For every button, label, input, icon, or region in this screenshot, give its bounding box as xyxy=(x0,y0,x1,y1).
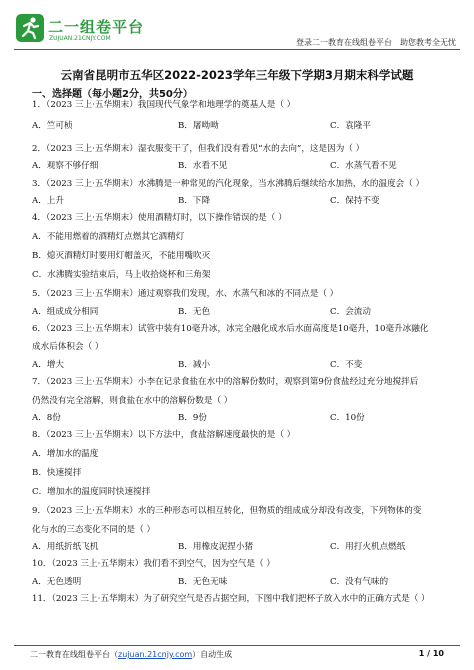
q5-option-c: C．会流动 xyxy=(330,307,371,317)
q6-option-b: B．减小 xyxy=(178,360,211,370)
q8-option-c: C．增加水的温度同时快速搅拌 xyxy=(32,487,151,497)
q7-option-c: C．10份 xyxy=(330,413,365,423)
footer-prefix: 二一教育在线组卷平台（ xyxy=(30,650,118,659)
question-3: 3．（2023 三上·五华期末）水沸腾是一种常见的汽化现象，当水沸腾后继续给水加热，水的温度会（ ） xyxy=(32,179,425,189)
slogan-right: 助您教考全无忧 xyxy=(400,38,456,47)
q8-option-b: B．快速搅拌 xyxy=(32,468,82,478)
q3-option-b: B．下降 xyxy=(178,196,211,206)
q1-option-a: A．竺可桢 xyxy=(32,121,73,131)
question-7-line-1: 7．（2023 三上·五华期末）小李在记录食盐在水中的溶解份数时，观察到第9份食盐经过充分地搅拌后 xyxy=(32,377,419,387)
q3-option-c: C．保持不变 xyxy=(330,196,380,206)
q2-option-c: C．水蒸气看不见 xyxy=(330,161,397,171)
q9-option-b: B．用橡皮泥捏小猪 xyxy=(178,542,254,552)
page-number: 1 / 10 xyxy=(418,649,444,658)
question-5: 5．（2023 三上·五华期末）通过观察我们发现，水、水蒸气和冰的不同点是（ ） xyxy=(32,289,339,299)
q8-option-a: A．增加水的温度 xyxy=(32,449,99,459)
header-divider xyxy=(14,49,460,50)
q7-option-b: B．9份 xyxy=(178,413,207,423)
q5-option-a: A．组成成分相同 xyxy=(32,307,99,317)
footer-suffix: ）自动生成 xyxy=(192,650,233,659)
q9-option-c: C．用打火机点燃纸 xyxy=(330,542,406,552)
question-6-line-1: 6．（2023 三上·五华期末）试管中装有10毫升冰，冰完全融化成水后水面高度是10毫升，10毫升冰融化 xyxy=(32,324,429,334)
q9-option-a: A．用纸折纸飞机 xyxy=(32,542,99,552)
q5-option-b: B．无色 xyxy=(178,307,211,317)
question-7-line-2: 仍然没有完全溶解，则食盐在水中的溶解份数是（ ） xyxy=(32,396,233,406)
runner-logo-icon xyxy=(16,14,44,42)
question-9-line-2: 化与水的三态变化不同的是（ ） xyxy=(32,525,156,535)
page-title: 云南省昆明市五华区2022-2023学年三年级下学期3月期末科学试题 xyxy=(60,68,414,82)
section-heading: 一、选择题（每小题2分，共50分） xyxy=(32,89,193,100)
q4-option-a: A．不能用燃着的酒精灯点燃其它酒精灯 xyxy=(32,232,185,242)
q2-option-b: B．水看不见 xyxy=(178,161,228,171)
q4-option-c: C．水沸腾实验结束后，马上收拾烧杯和三角架 xyxy=(32,270,211,280)
question-11: 11．（2023 三上·五华期末）为了研究空气是否占据空间，下图中我们把杯子放入水中的正确方式是（ ） xyxy=(32,594,430,604)
question-6-line-2: 成水后体积会（ ） xyxy=(32,342,104,352)
q2-option-a: A．观察不够仔细 xyxy=(32,161,99,171)
question-8: 8．（2023 三上·五华期末）以下方法中，食盐溶解速度最快的是（ ） xyxy=(32,430,296,440)
header-slogan xyxy=(296,37,456,48)
q7-option-a: A．8份 xyxy=(32,413,61,423)
q6-option-a: A．增大 xyxy=(32,360,64,370)
q10-option-b: B．无色无味 xyxy=(178,577,228,587)
slogan-left: 登录二一教育在线组卷平台 xyxy=(296,38,392,47)
question-1: 1．（2023 三上·五华期末）我国现代气象学和地理学的奠基人是（ ） xyxy=(32,100,296,110)
question-2: 2．（2023 三上·五华期末）湿衣服变干了，但我们没有看见“水的去向”，这是因为（ ） xyxy=(32,144,365,154)
q4-option-b: B．熄灭酒精灯时要用灯帽盖灭，不能用嘴吹灭 xyxy=(32,251,211,261)
q3-option-a: A．上升 xyxy=(32,196,64,206)
question-10: 10．（2023 三上·五华期末）我们看不到空气，因为空气是（ ） xyxy=(32,559,275,569)
q10-option-a: A．无色透明 xyxy=(32,577,82,587)
q1-option-b: B．屠呦呦 xyxy=(178,121,219,131)
footer-divider xyxy=(14,645,460,646)
question-9-line-1: 9．（2023 三上·五华期末）水的三种形态可以相互转化，但物质的组成成分却没有改变，下列物体的变 xyxy=(32,506,422,516)
page-footer xyxy=(30,649,232,660)
logo-url: ZUJUAN.21CNJY.COM xyxy=(49,35,111,42)
site-logo[interactable] xyxy=(16,14,166,44)
logo-name: 二一组卷平台 xyxy=(48,18,145,36)
q1-option-c: C．袁隆平 xyxy=(330,121,371,131)
q10-option-c: C．没有气味的 xyxy=(330,577,389,587)
footer-site-link[interactable]: zujuan.21cnjy.com xyxy=(118,650,193,659)
page-header xyxy=(0,0,474,52)
question-4: 4．（2023 三上·五华期末）使用酒精灯时，以下操作错误的是（ ） xyxy=(32,213,287,223)
q6-option-c: C．不变 xyxy=(330,360,363,370)
